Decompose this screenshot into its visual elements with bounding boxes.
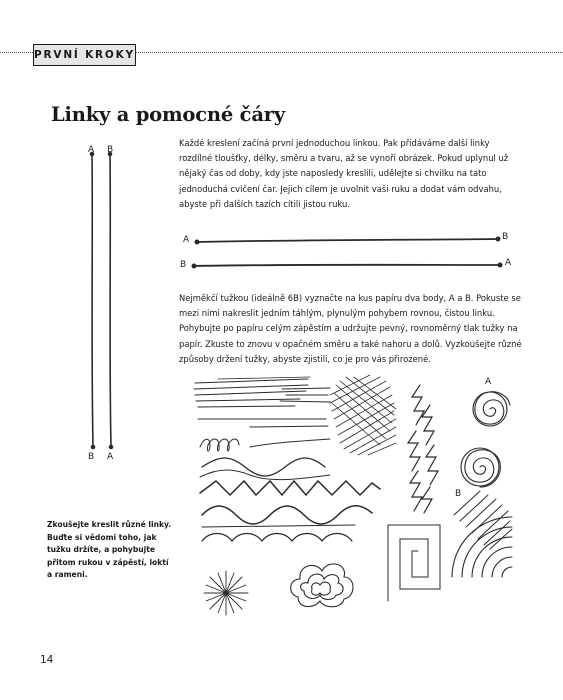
caption: Zkoušejte kreslit různé linky. Buďte si vědomi toho, jak tužku držíte, a pohybujte přitom rukou v zápěstí, loktí a rameni. — [47, 520, 172, 580]
point-label: B — [455, 489, 462, 499]
point-label: B — [180, 260, 187, 270]
point-label: B — [88, 452, 95, 462]
point-label: A — [183, 235, 190, 245]
point-label: B — [107, 145, 114, 155]
point-label: A — [505, 258, 512, 268]
page-number: 14 — [40, 654, 54, 666]
page-title: Linky a pomocné čáry — [51, 103, 285, 126]
body-paragraph: Nejměkčí tužkou (ideálně 6B) vyznačte na kus papíru dva body, A a B. Pokuste se mezi nimi nakreslit jedním táhlým, plynulým pohybem rovnou, čistou linku. Pohybujte po papíru celým zápěstím a udržujte pevný, rovnoměrný tlak tužky na papír. Zkuste to znovu v opačném směru a také nahoru a dolů. Vyzkoušejte různé způsoby držení tužky, abyste zjistili, co je pro vás přirozené. — [179, 293, 522, 364]
point-label: A — [107, 452, 114, 462]
point-label: A — [485, 377, 492, 387]
intro-paragraph: Každé kreslení začíná první jednoduchou linkou. Pak přidáváme další linky rozdílné tloušťky, délky, směru a tvaru, až se vynoří obrázek. Pokud uplynul už nějaký čas od doby, kdy jste naposledy kreslili, udělejte si chvilku na tato jednoduchá cvičení čar. Jejich cílem je uvolnit vaši ruku a dodat vám odvahu, abyste při dalších tazích cítili jistou ruku. — [179, 138, 509, 209]
horizontal-lines-illustration — [180, 230, 520, 275]
vertical-lines-illustration — [80, 140, 130, 470]
point-label: A — [88, 145, 95, 155]
hatching-sketches — [330, 375, 530, 605]
section-label: PRVNÍ KROKY — [33, 44, 136, 66]
point-label: B — [502, 232, 509, 242]
